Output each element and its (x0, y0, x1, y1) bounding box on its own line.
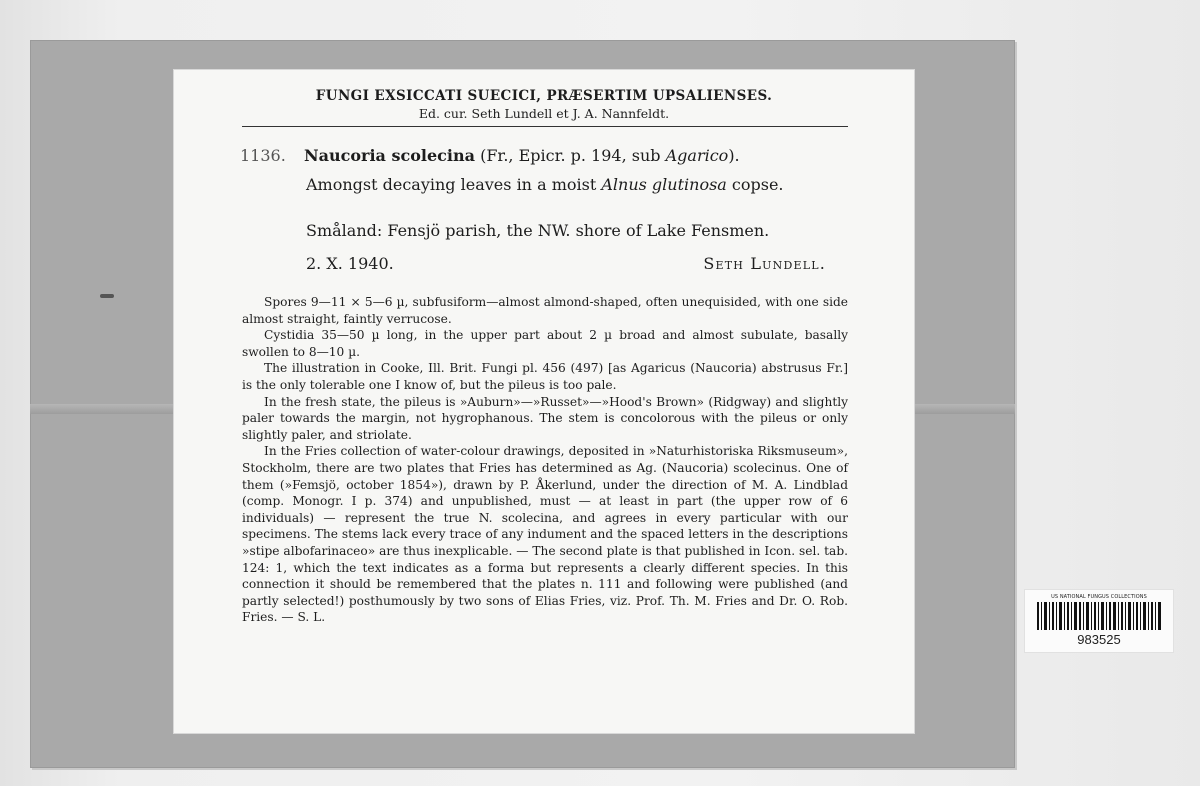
note-paragraph: Cystidia 35—50 µ long, in the upper part about 2 µ broad and almost subulate, basally swollen to 8—10 µ. (242, 328, 848, 359)
locality: Småland: Fensjö parish, the NW. shore of Lake Fensmen. (306, 221, 770, 240)
authority-suffix: ). (728, 146, 740, 165)
note-paragraph: Spores 9—11 × 5—6 µ, subfusiform—almost almond-shaped, often unequisided, with one side almost straight, faintly verrucose. (242, 295, 848, 326)
habitat (306, 174, 846, 196)
habitat-suffix: copse. (726, 175, 784, 194)
authority-genus: Agarico (665, 146, 729, 165)
collection-date: 2. X. 1940. (306, 254, 394, 273)
notes-block (242, 294, 848, 626)
barcode-number: 983525 (1077, 632, 1121, 647)
barcode-organization: US NATIONAL FUNGUS COLLECTIONS (1051, 594, 1147, 600)
authority-prefix: (Fr., Epicr. p. 194, sub (480, 146, 666, 165)
species-name: Naucoria scolecina (304, 146, 475, 165)
note-paragraph: In the Fries collection of water-colour drawings, deposited in »Naturhistoriska Riksmuseum», Stockholm, there are two plates that Fries has determined as Ag. (Naucoria) scolecinus. One of them (»Femsjö, october 1854»), drawn by P. Åkerlund, under the direction of M. A. Lindblad (comp. Monogr. I p. 374) and unpublished, must — at least in part (the upper row of 6 individuals) — represent the true N. scolecina, and agrees in every particular with our specimens. The stems lack every trace of any indument and the spaced letters in the descriptions »stipe albofarinaceo» are thus inexplicable. — The second plate is that published in Icon. sel. tab. 124: 1, which the text indicates as a forma but represents a clearly different species. In this connection it should be remembered that the plates n. 111 and following were published (and partly selected!) posthumously by two sons of Elias Fries, viz. Prof. Th. M. Fries and Dr. O. Rob. Fries. — S. L. (242, 444, 848, 625)
note-paragraph: The illustration in Cooke, Ill. Brit. Fungi pl. 456 (497) [as Agaricus (Naucoria) abstrusus Fr.] is the only tolerable one I know of, but the pileus is too pale. (242, 361, 848, 392)
habitat-taxon: Alnus glutinosa (601, 175, 727, 194)
habitat-prefix: Amongst decaying leaves in a moist (306, 175, 602, 194)
collector: Seth Lundell. (703, 254, 826, 273)
series-title: FUNGI EXSICCATI SUECICI, PRÆSERTIM UPSALIENSES. (315, 88, 773, 104)
editors-line: Ed. cur. Seth Lundell et J. A. Nannfeldt. (418, 106, 670, 121)
exsiccata-number: 1136. (240, 146, 286, 165)
title-divider (242, 126, 848, 127)
note-paragraph: In the fresh state, the pileus is »Auburn»—»Russet»—»Hood's Brown» (Ridgway) and slightly paler towards the margin, not hygrophanous. The stem is concolorous with the pileus or only slightly paler, and striolate. (242, 394, 848, 442)
barcode-icon (1037, 602, 1161, 630)
specimen-label (174, 70, 914, 733)
barcode-label (1025, 590, 1173, 652)
pencil-mark (100, 294, 114, 298)
species-line (304, 146, 864, 165)
